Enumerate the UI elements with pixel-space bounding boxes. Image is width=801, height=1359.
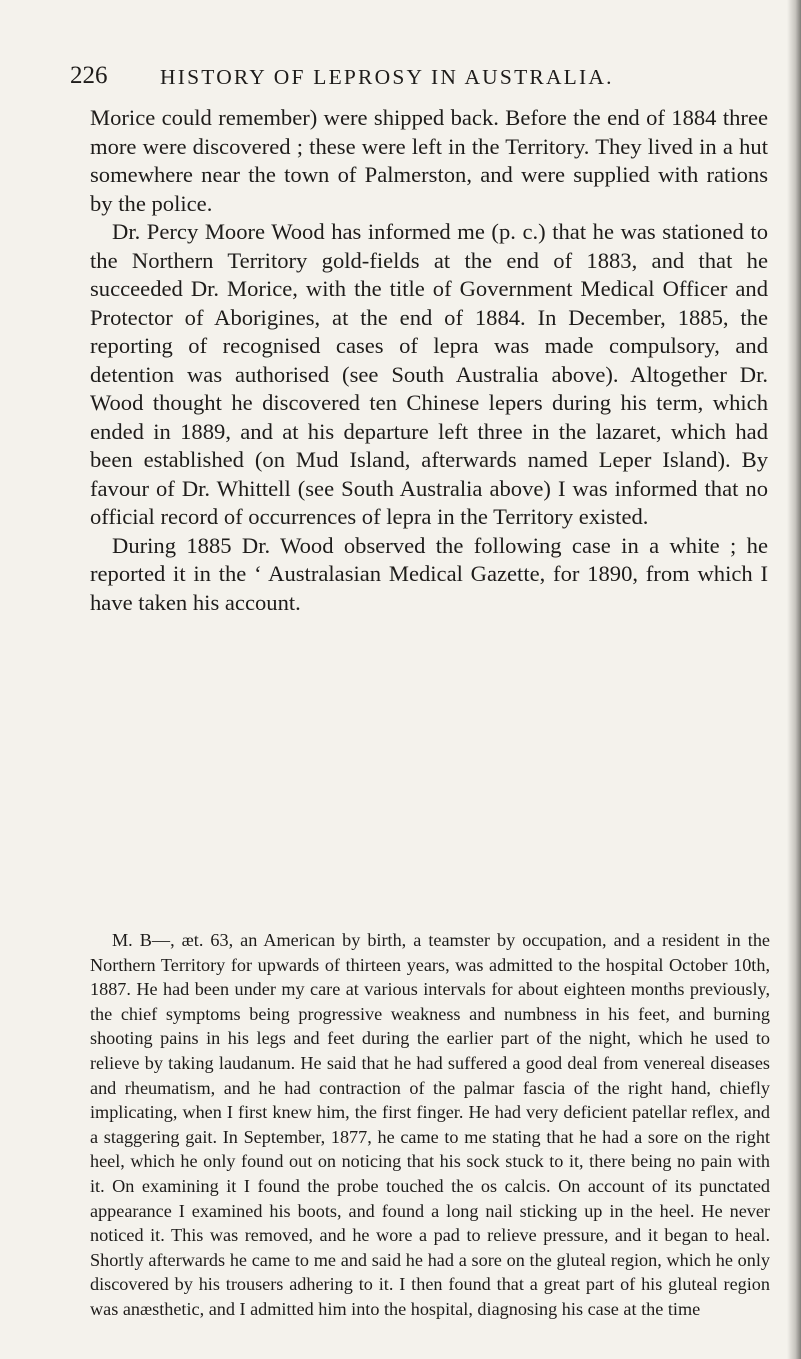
case-report-paragraph: M. B—, æt. 63, an American by birth, a teamster by occupation, and a resident in the Northern Territory for upwards of thirteen years, was admitted to the hospital October 10th, 1887. He had been under my care at various intervals for about eighteen months previously, the chief symptoms being progressive weakness and numbness in his feet, and burning shooting pains in his legs and feet during the earlier part of the night, which he used to relieve by taking laudanum. He said that he had suffered a good deal from venereal diseases and rheumatism, and he had contraction of the palmar fascia of the right hand, chiefly implicating, when I first knew him, the first finger. He had very deficient patellar reflex, and a staggering gait. In September, 1877, he came to me stating that he had a sore on the right heel, which he only found out on noticing that his sock stuck to it, there being no pain with it. On examining it I found the probe touched the os calcis. On account of its punctated appearance I examined his boots, and found a long nail sticking up in the heel. He never noticed it. This was removed, and he wore a pad to relieve pressure, and it began to heal. Shortly afterwards he came to me and said he had a sore on the gluteal region, which he only discovered by his trousers adhering to it. I then found that a great part of his gluteal region was anæsthetic, and I admitted him into the hospital, diagnosing his case at the time	[90, 930, 770, 1319]
running-head: HISTORY OF LEPROSY IN AUSTRALIA.	[160, 65, 614, 89]
case-report	[90, 928, 770, 1322]
page-edge-shadow	[787, 0, 801, 1359]
paragraph-dr-wood: Dr. Percy Moore Wood has informed me (p. c.) that he was stationed to the Northern Territory gold-fields at the end of 1883, and that he succeeded Dr. Morice, with the title of Government Medical Officer and Protector of Aborigines, at the end of 1884. In December, 1885, the reporting of recognised cases of lepra was made compulsory, and detention was authorised (see South Australia above). Altogether Dr. Wood thought he discovered ten Chinese lepers during his term, which ended in 1889, and at his departure left three in the lazaret, which had been established (on Mud Island, afterwards named Leper Island). By favour of Dr. Whittell (see South Australia above) I was informed that no official record of occurrences of lepra in the Territory existed.	[90, 219, 768, 529]
paragraph-continuation: Morice could remember) were shipped back. Before the end of 1884 three more were discovered ; these were left in the Territory. They lived in a hut somewhere near the town of Palmerston, and were supplied with rations by the police.	[90, 105, 768, 216]
paragraph-case-intro: During 1885 Dr. Wood observed the following case in a white ; he reported it in the ‘ Australasian Medical Gazette, for 1890, from which I have taken his account.	[90, 532, 768, 615]
main-text	[90, 104, 768, 617]
page-number: 226	[70, 62, 108, 89]
page-header	[70, 62, 770, 102]
